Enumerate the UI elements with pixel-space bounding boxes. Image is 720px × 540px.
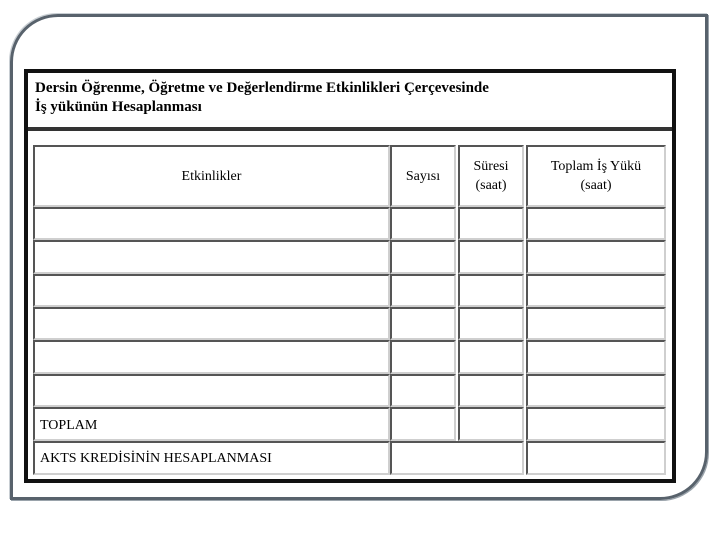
count-cell	[390, 274, 456, 307]
total-row-label	[33, 407, 390, 441]
ects-value-cell	[526, 441, 666, 475]
header-activities-label: Etkinlikler	[181, 168, 242, 184]
worksheet-table	[24, 69, 676, 483]
header-duration	[458, 145, 524, 207]
duration-cell	[458, 307, 524, 340]
header-activities	[33, 145, 390, 207]
count-cell	[390, 240, 456, 273]
total-duration-cell	[458, 407, 524, 441]
title-line-2: İş yükünün Hesaplanması	[35, 99, 202, 115]
header-total-label	[551, 157, 641, 195]
total-workload-cell	[526, 407, 666, 441]
count-cell	[390, 207, 456, 240]
activity-cell	[33, 207, 390, 240]
count-cell	[390, 340, 456, 373]
ects-row-label	[33, 441, 390, 475]
activity-cell	[33, 240, 390, 273]
title-line-1: Dersin Öğrenme, Öğretme ve Değerlendirme Etkinlikleri Çerçevesinde	[35, 80, 489, 96]
workload-cell	[526, 307, 666, 340]
count-cell	[390, 374, 456, 407]
table-title	[28, 73, 672, 131]
workload-cell	[526, 240, 666, 273]
header-count-label: Sayısı	[405, 168, 441, 184]
duration-cell	[458, 274, 524, 307]
header-duration-label	[474, 157, 509, 195]
activity-cell	[33, 274, 390, 307]
header-duration-line-1: Süresi	[473, 159, 509, 174]
ects-label-text: AKTS KREDİSİNİN HESAPLANMASI	[40, 450, 272, 466]
workload-cell	[526, 274, 666, 307]
total-count-cell	[390, 407, 456, 441]
header-total-line-2: (saat)	[580, 178, 612, 193]
workload-cell	[526, 340, 666, 373]
header-total-line-1: Toplam İş Yükü	[550, 159, 642, 174]
header-duration-line-2: (saat)	[475, 178, 507, 193]
activity-cell	[33, 307, 390, 340]
workload-cell	[526, 207, 666, 240]
duration-cell	[458, 240, 524, 273]
ects-merged-cell	[390, 441, 524, 475]
total-label-text: TOPLAM	[40, 418, 98, 433]
header-total	[526, 145, 666, 207]
activity-cell	[33, 374, 390, 407]
duration-cell	[458, 374, 524, 407]
duration-cell	[458, 207, 524, 240]
workload-cell	[526, 374, 666, 407]
count-cell	[390, 307, 456, 340]
header-count	[390, 145, 456, 207]
duration-cell	[458, 340, 524, 373]
activity-cell	[33, 340, 390, 373]
